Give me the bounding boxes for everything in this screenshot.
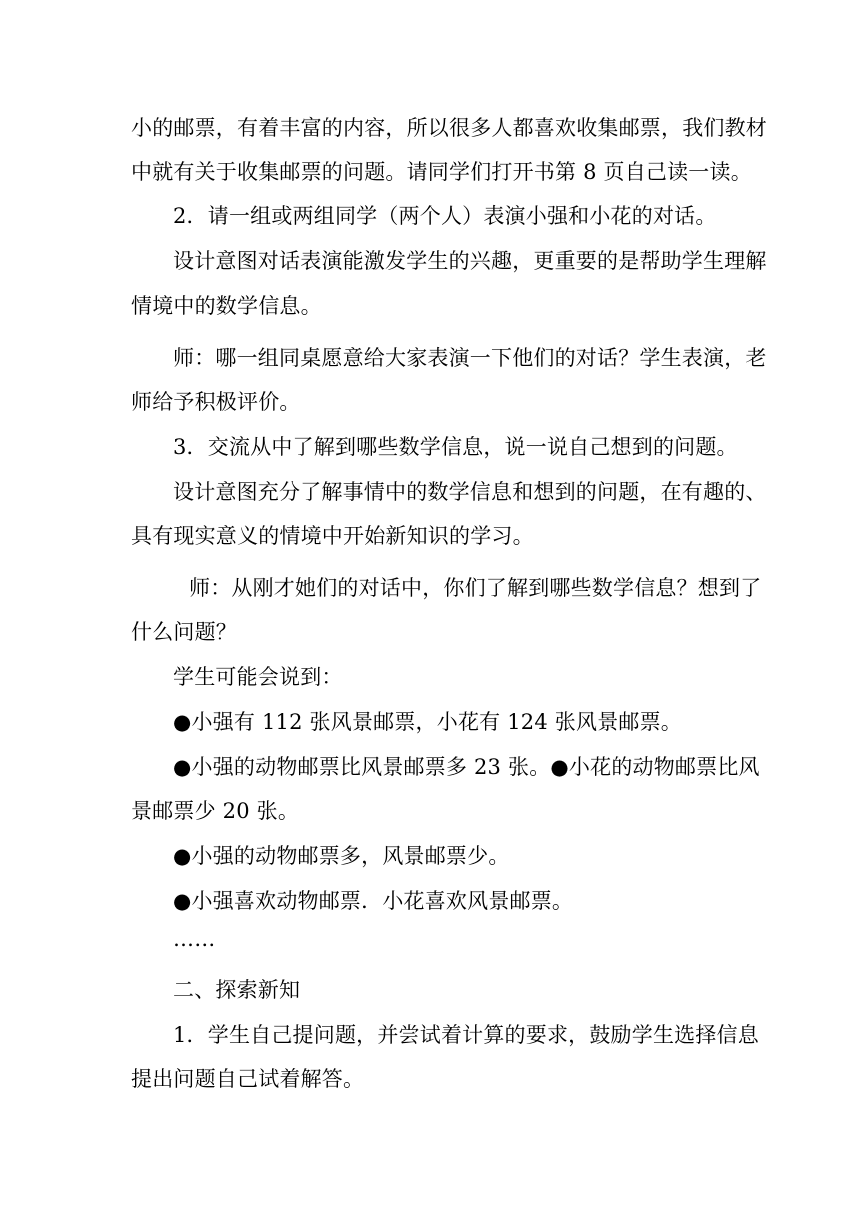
paragraph-line: 设计意图充分了解事情中的数学信息和想到的问题，在有趣的、 bbox=[173, 480, 767, 504]
list-item: ●小强喜欢动物邮票．小花喜欢风景邮票。 bbox=[173, 889, 574, 913]
paragraph-line: 设计意图对话表演能激发学生的兴趣，更重要的是帮助学生理解 bbox=[173, 249, 767, 273]
list-item: ●小强的动物邮票多，风景邮票少。 bbox=[173, 844, 510, 868]
paragraph-line: 小的邮票，有着丰富的内容，所以很多人都喜欢收集邮票，我们教材 bbox=[131, 116, 767, 140]
paragraph-line: 3．交流从中了解到哪些数学信息，说一说自己想到的问题。 bbox=[173, 435, 738, 459]
list-item: ●小强有 112 张风景邮票，小花有 124 张风景邮票。 bbox=[173, 710, 682, 734]
list-item: 景邮票少 20 张。 bbox=[131, 799, 300, 823]
paragraph-line: 师：哪一组同桌愿意给大家表演一下他们的对话？学生表演，老 bbox=[173, 346, 767, 370]
list-item: ●小强的动物邮票比风景邮票多 23 张。●小花的动物邮票比风 bbox=[173, 755, 760, 779]
paragraph-line: 2．请一组或两组同学（两个人）表演小强和小花的对话。 bbox=[173, 204, 717, 228]
paragraph-line: 情境中的数学信息。 bbox=[131, 294, 322, 318]
paragraph-line: 学生可能会说到： bbox=[173, 665, 343, 689]
paragraph-line: 中就有关于收集邮票的问题。请同学们打开书第 8 页自己读一读。 bbox=[131, 160, 752, 184]
paragraph-line: 师给予积极评价。 bbox=[131, 390, 301, 414]
ellipsis: …… bbox=[173, 927, 216, 951]
paragraph-line: 师：从刚才她们的对话中，你们了解到哪些数学信息？想到了 bbox=[189, 576, 762, 600]
paragraph-line: 具有现实意义的情境中开始新知识的学习。 bbox=[131, 524, 534, 548]
paragraph-line: 什么问题？ bbox=[131, 620, 237, 644]
paragraph-line: 1．学生自己提问题，并尝试着计算的要求，鼓励学生选择信息 bbox=[173, 1023, 759, 1047]
paragraph-line: 提出问题自己试着解答。 bbox=[131, 1067, 365, 1091]
section-heading: 二、探索新知 bbox=[173, 978, 301, 1002]
